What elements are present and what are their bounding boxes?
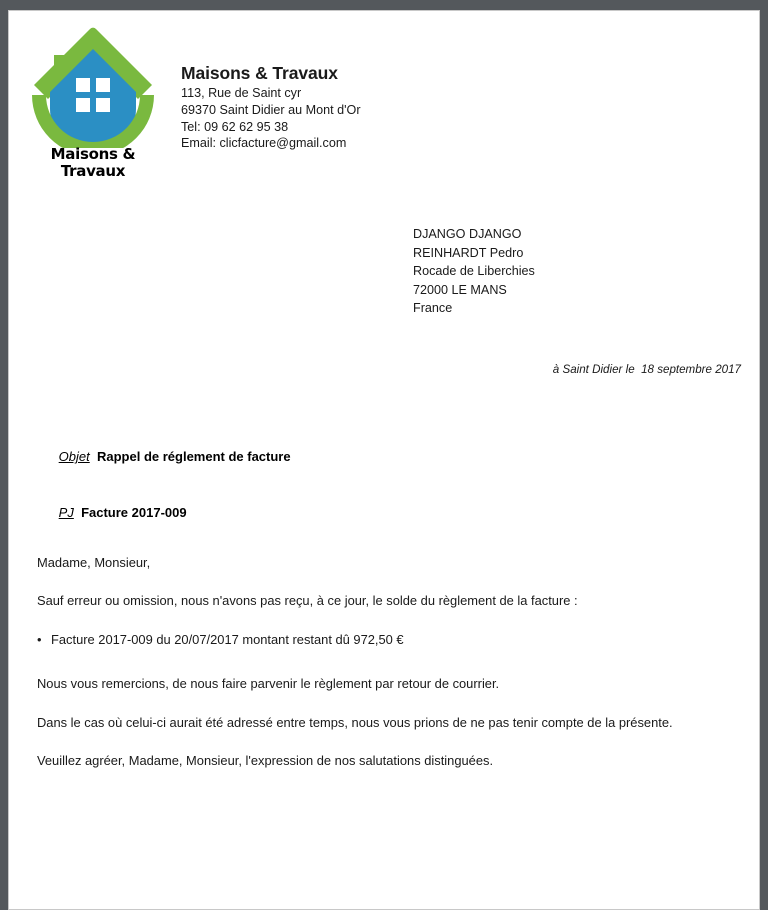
subject-pj-row [37,485,291,540]
company-details [181,63,361,152]
logo-wordmark-line2: Travaux [60,161,126,180]
recipient-line: REINHARDT Pedro [413,245,524,260]
recipient-line: France [413,301,453,315]
company-phone: Tel: 09 62 62 95 38 [181,119,289,134]
body-paragraph-2: Nous vous remercions, de nous faire parvenir le règlement par retour de courrier. [37,676,500,692]
body-paragraph-3: Dans le cas où celui-ci aurait été adressé entre temps, nous vous prions de ne pas tenir compte de la présente. [37,714,673,730]
bullet-marker-icon: • [37,631,42,647]
letter-body [37,554,737,791]
subject-pj-value: Facture 2017-009 [81,504,187,520]
body-bullet-item [37,631,737,648]
body-paragraph-1: Sauf erreur ou omission, nous n'avons pas reçu, à ce jour, le solde du règlement de la facture : [37,593,578,609]
subject-objet-row [37,430,291,485]
subject-objet-value: Rappel de réglement de facture [96,449,291,465]
company-logo [23,23,163,180]
company-email: Email: clicfacture@gmail.com [181,136,347,151]
logo-wordmark [23,146,163,180]
recipient-line: 72000 LE MANS [413,282,507,297]
body-bullet-text: Facture 2017-009 du 20/07/2017 montant restant dû 972,50 € [51,631,404,647]
document-page [8,10,760,910]
recipient-address [413,225,535,318]
subject-pj-label: PJ [58,504,74,520]
house-logo-icon [28,23,158,148]
subject-block [37,430,291,541]
recipient-line: Rocade de Liberchies [413,264,535,278]
dateline: à Saint Didier le 18 septembre 2017 [552,363,741,376]
company-address-line2: 69370 Saint Didier au Mont d'Or [181,102,361,117]
recipient-line: DJANGO DJANGO [413,227,522,241]
letterhead [9,11,759,201]
company-name: Maisons & Travaux [181,63,338,83]
body-paragraph-4: Veuillez agréer, Madame, Monsieur, l'expression de nos salutations distinguées. [37,753,494,769]
subject-objet-label: Objet [58,449,90,465]
logo-wordmark-line1: Maisons & [50,145,136,163]
company-address-line1: 113, Rue de Saint cyr [181,86,302,101]
body-salutation: Madame, Monsieur, [37,555,151,570]
